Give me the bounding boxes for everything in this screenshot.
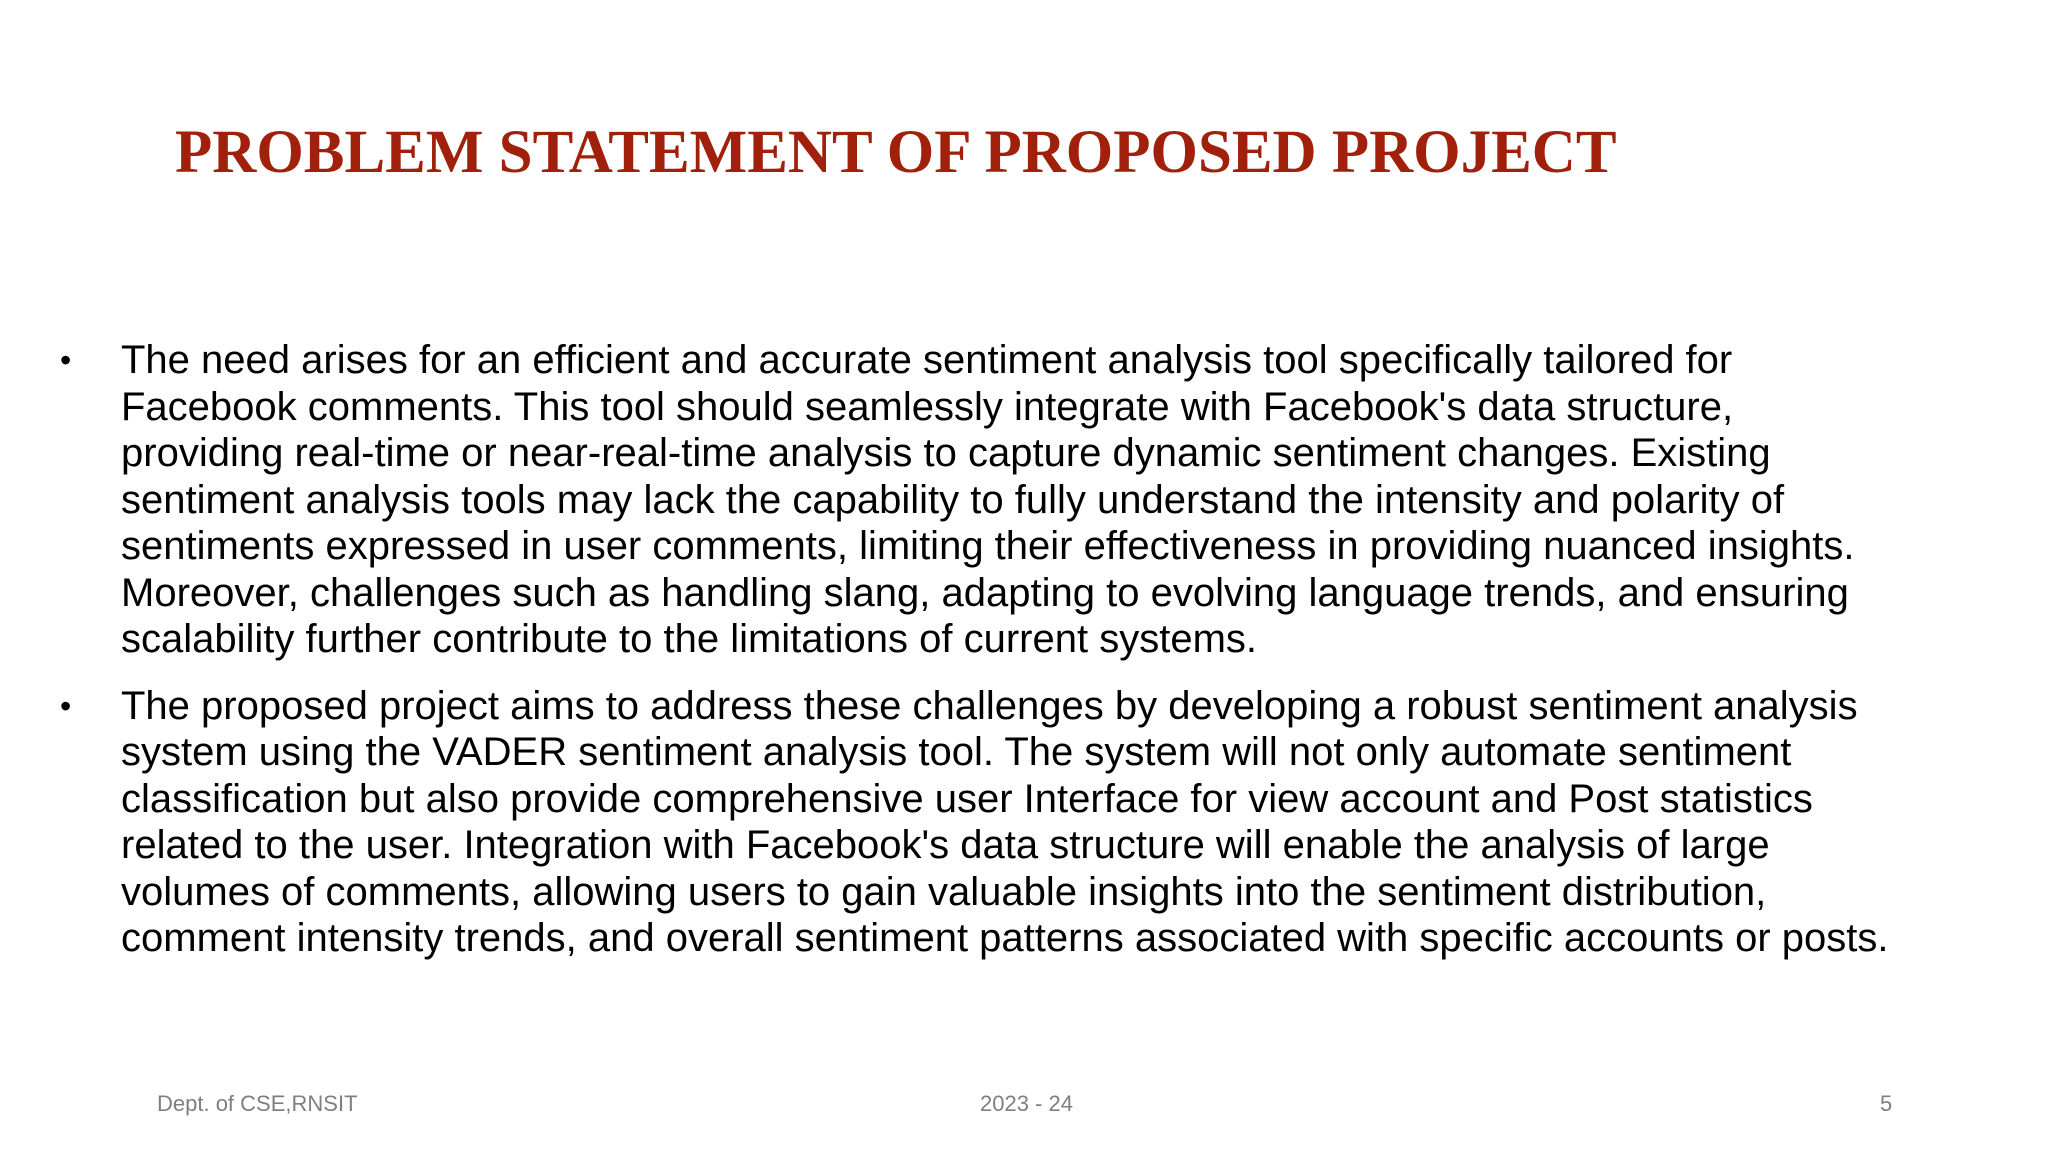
bullet-list (60, 337, 2030, 982)
footer-department: Dept. of CSE,RNSIT (157, 1091, 358, 1116)
footer-year: 2023 - 24 (980, 1091, 1073, 1116)
bullet-text: The proposed project aims to address these challenges by developing a robust sentiment analysis system using the VADER sentiment analysis tool. The system will not only automate sentiment classification but also provide comprehensive user Interface for view account and Post statistics related to the user. Integration with Facebook's data structure will enable the analysis of large volumes of comments, allowing users to gain valuable insights into the sentiment distribution, comment intensity trends, and overall sentiment patterns associated with specific accounts or posts. (121, 683, 1889, 960)
bullet-item (60, 337, 2030, 663)
slide-title: PROBLEM STATEMENT OF PROPOSED PROJECT (175, 119, 1617, 186)
bullet-item (60, 683, 2030, 962)
footer-page-number: 5 (1880, 1091, 1893, 1116)
bullet-text: The need arises for an efficient and accurate sentiment analysis tool specifically tailored for Facebook comments. This tool should seamlessly integrate with Facebook's data structure, providing real-time or near-real-time analysis to capture dynamic sentiment changes. Existing sentiment analysis tools may lack the capability to fully understand the intensity and polarity of sentiments expressed in user comments, limiting their effectiveness in providing nuanced insights. Moreover, challenges such as handling slang, adapting to evolving language trends, and ensuring scalability further contribute to the limitations of current systems. (121, 338, 1855, 661)
bullet-point-icon: • (60, 687, 72, 724)
bullet-point-icon: • (60, 342, 72, 378)
